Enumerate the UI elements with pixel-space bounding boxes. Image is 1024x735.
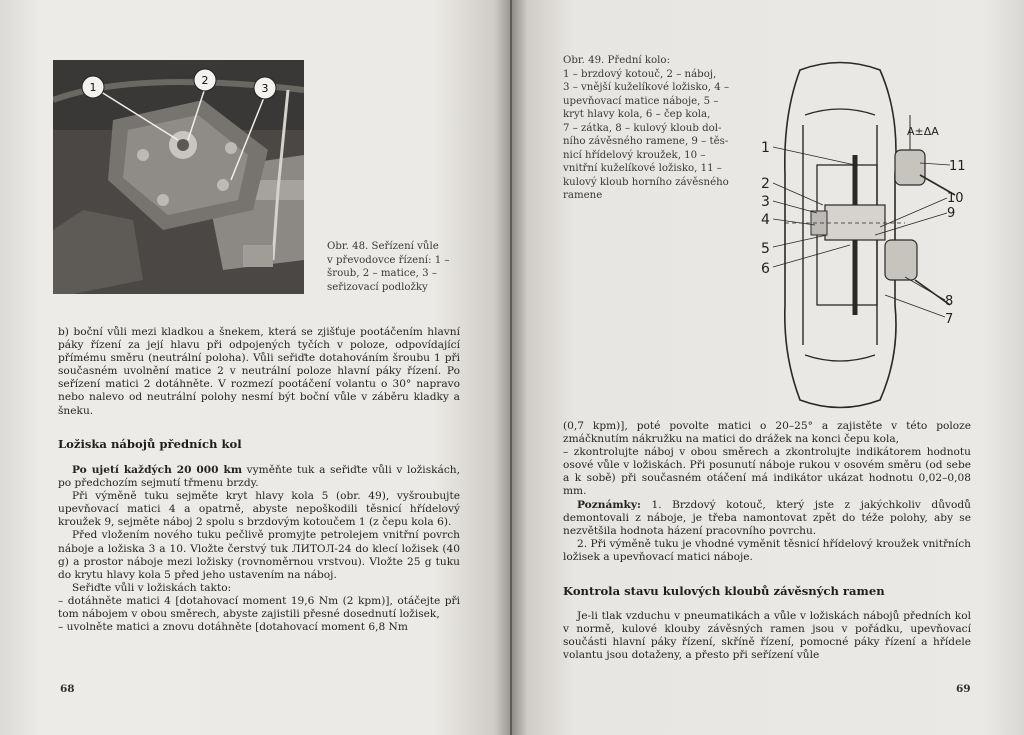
diagram-label-5: 5 [761, 241, 770, 257]
paragraph-5: – dotáhněte matici 4 [dotahovací moment 19,6 Nm (2 kpm)], otáčejte při tom nábojem v obou směrech, abyste zajistili přesné dosednutí ložisek, [58, 594, 460, 621]
page-number-right: 69 [956, 683, 971, 695]
left-page [0, 0, 510, 735]
diagram-label-6: 6 [761, 261, 770, 277]
paragraph-4: Seřiďte vůli v ložiskách takto: [72, 581, 232, 594]
paragraph-1: Po ujetí každých 20 000 km vyměňte tuk a seřiďte vůli v ložiskách, po předchozím sejmutí třmenu brzdy. [58, 464, 460, 490]
callout-2: 2 [201, 74, 209, 87]
adjustment-continuation [563, 420, 971, 564]
intro-paragraph: b) boční vůli mezi kladkou a šnekem, která se zjišťuje pootáčením hlavní páky řízení za její hlavu při odpojených tyčích v poloze, odpovídající přímému směru (neutrální poloha). Vůli seřiďte dotahováním šroubu 1 při současném uvolnění matice 2 v neutrální poloze hlavní páky řízení. Po seřízení matici 2 dotáhněte. V rozmezí pootáčení volantu o 30° napravo nebo nalevo od neutrální polohy nesmí být boční vůle v záběru kladky a šneku. [58, 326, 460, 417]
figure-49-caption: Obr. 49. Přední kolo: 1 – brzdový kotouč, 2 – náboj, 3 – vnější kuželíkové ložisko, 4 – upevňovací matice náboje, 5 – kryt hlavy kola, 6 – čep kola, 7 – zátka, 8 – kulový kloub dol- ního závěsného ramene, 9 – těs- nicí hřídelový kroužek, 10 – vnitřní kuželíkové ložisko, 11 – kulový kloub horního závěsného ramene [563, 55, 730, 201]
diagram-label-2: 2 [761, 176, 770, 192]
paragraph-r3: Je-li tlak vzduchu v pneumatikách a vůle v ložiskách nábojů předních kol v normě, kulové klouby závěsných ramen jsou v pořádku, upevňovací součásti hlavní páky řízení, skříně řízení, pomocné páky řízení a hřídele volantu jsou dotaženy, a přesto při seřízení vůle [563, 610, 971, 662]
section-heading-bearings: Ložiska nábojů předních kol [58, 437, 242, 451]
figure-48-photo [53, 60, 304, 294]
diagram-label-9: 9 [947, 206, 956, 221]
notes-paragraph: Poznámky: 1. Brzdový kotouč, který jste z jakýchkoliv důvodů demontovali z náboje, je třeba namontovat zpět do téže polohy, aby se nezvětšila hodnota házení pracovního povrchu. [563, 498, 971, 537]
diagram-label-1: 1 [761, 140, 770, 156]
diagram-label-10: 10 [947, 191, 964, 206]
diagram-label-8: 8 [945, 294, 954, 309]
diagram-label-7: 7 [945, 312, 954, 327]
paragraph-3: Před vložením nového tuku pečlivě promyjte petrolejem vnitřní povrch náboje a ložiska 3 a 10. Vložte čerstvý tuk ЛИТОЛ-24 do klecí ložisek (40 g) a prostor náboje mezi ložisky (rovnoměrnou vrstvou). Vložte 25 g tuku do krytu hlavy kola 5 před jeho ustavením na náboj. [58, 529, 460, 581]
paragraph-r2: – zkontrolujte náboj v obou směrech a zkontrolujte indikátorem hodnotu osové vůle v ložiskách. Při posunutí náboje rukou v osovém směru (od sebe a k sobě) při současném otáčení má indikátor ukázat hodnotu 0,02–0,08 mm. [563, 446, 971, 498]
paragraph-6: – uvolněte matici a znovu dotáhněte [dotahovací moment 6,8 Nm [58, 621, 408, 634]
diagram-tolerance-label: A±ΔA [907, 125, 939, 138]
page-number-left: 68 [60, 683, 75, 695]
figure-49-wheel-diagram [755, 55, 970, 415]
bearings-text [58, 464, 460, 634]
figure-48-caption: Obr. 48. Seřízení vůle v převodovce řízení: 1 – šroub, 2 – matice, 3 – seřizovací podložky [327, 241, 450, 293]
ball-joints-text [563, 610, 971, 662]
section-heading-ball-joints: Kontrola stavu kulových kloubů závěsných ramen [563, 584, 885, 598]
paragraph-r1: (0,7 kpm)], poté povolte matici o 20–25° a zajistěte v této poloze zmáčknutím nákružku na matici do drážek na konci čepu kola, [563, 420, 971, 446]
diagram-label-11: 11 [949, 159, 966, 174]
diagram-label-3: 3 [761, 194, 770, 210]
paragraph-2: Při výměně tuku sejměte kryt hlavy kola 5 (obr. 49), vyšroubujte upevňovací matici 4 a opatrně, abyste nepoškodili těsnicí hřídelový kroužek 9, sejměte náboj 2 spolu s brzdovým kotoučem 1 (z čepu kola 6). [58, 490, 460, 529]
callout-1: 1 [89, 81, 97, 94]
diagram-label-4: 4 [761, 212, 770, 228]
note-2: 2. Při výměně tuku je vhodné vyměnit těsnicí hřídelový kroužek vnitřních ložisek a upevňovací matici náboje. [563, 537, 971, 563]
callout-3: 3 [261, 82, 269, 95]
